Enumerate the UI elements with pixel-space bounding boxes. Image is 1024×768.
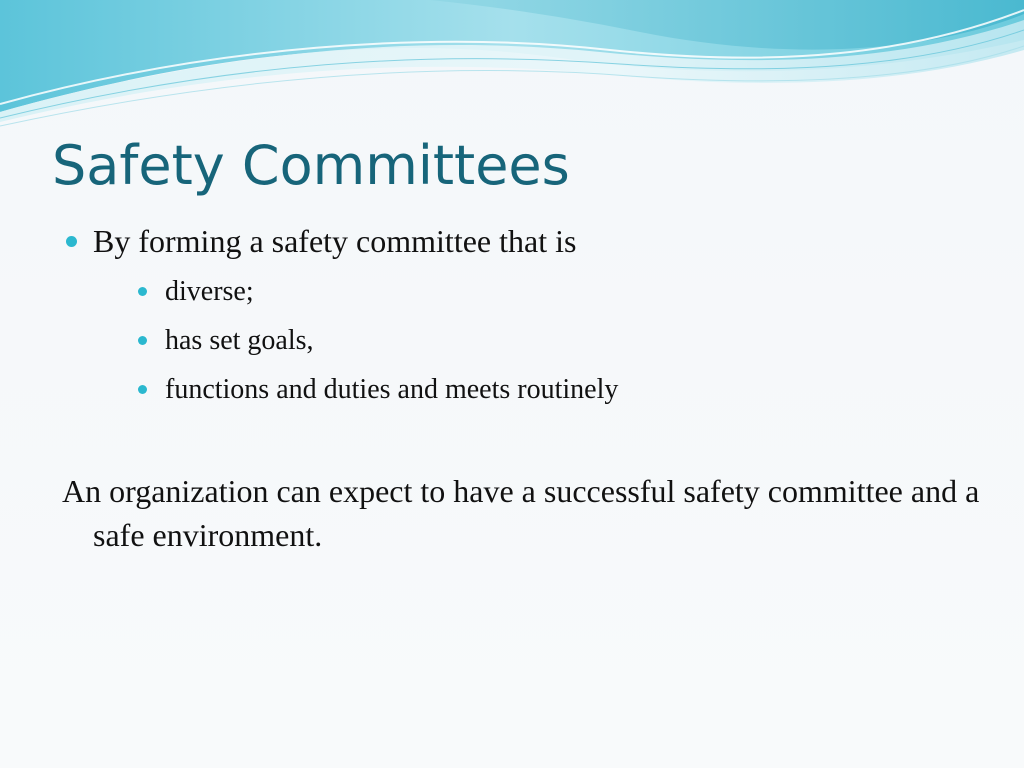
sub-bullet-text: functions and duties and meets routinely [165, 374, 619, 405]
sub-bullet-item [134, 316, 962, 365]
sub-bullet-dot-icon [138, 287, 147, 296]
sub-bullet-item [134, 365, 962, 414]
sub-bullet-text: diverse; [165, 276, 254, 307]
sub-bullet-list [93, 267, 962, 414]
bullet-list [62, 218, 962, 414]
decorative-wave-header [0, 0, 1024, 130]
bullet-item [62, 218, 962, 414]
sub-bullet-dot-icon [138, 336, 147, 345]
sub-bullet-item [134, 267, 962, 316]
bullet-dot-icon [66, 236, 77, 247]
sub-bullet-dot-icon [138, 385, 147, 394]
slide-title: Safety Committees [52, 134, 570, 197]
sub-bullet-text: has set goals, [165, 325, 314, 356]
conclusion-text: An organization can expect to have a successful safety committee and a safe environment. [62, 473, 980, 553]
bullet-text: By forming a safety committee that is [93, 223, 577, 259]
